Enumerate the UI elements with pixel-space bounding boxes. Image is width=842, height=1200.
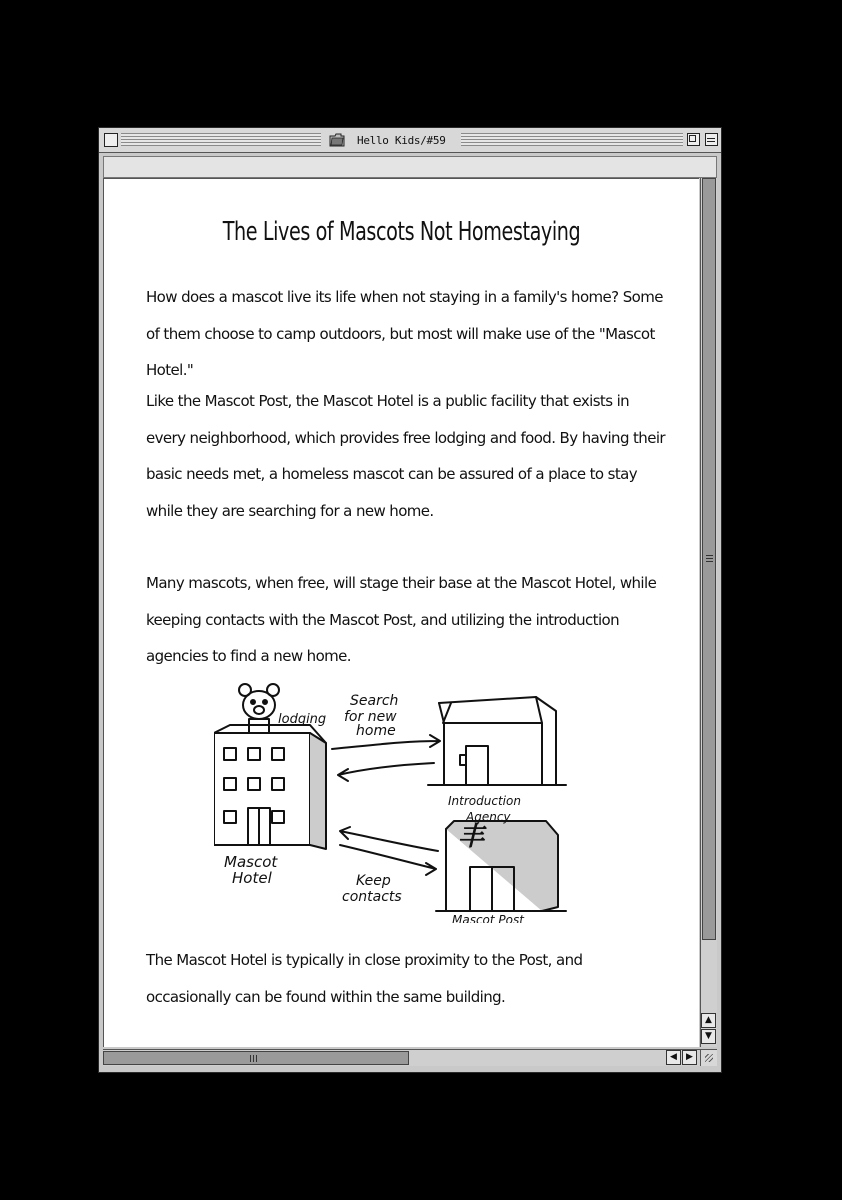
arrow-return-icon [338,763,434,781]
post-symbol: 丰 [457,822,485,852]
document-heading: The Lives of Mascots Not Homestaying [222,217,581,247]
document-window [98,127,722,1073]
keep-label-1: Keep [356,873,391,889]
vertical-scroll-thumb[interactable] [702,178,716,940]
mascot-hotel-diagram [214,683,574,923]
resize-grip-icon[interactable] [700,1049,717,1066]
introduction-agency-icon [428,697,566,785]
keep-label-2: contacts [342,889,402,905]
window-title: Hello Kids/#59 [357,133,446,147]
search-label-2: for new [344,709,397,725]
title-bar-stripes-left [121,133,321,146]
horizontal-grip-icon [250,1055,259,1062]
scroll-up-button[interactable]: ▲ [701,1013,716,1028]
paragraph-4: The Mascot Hotel is typically in close proximity to the Post, and occasionally can be found within the same building. [146,951,583,1006]
arrow-post-return-icon [340,827,438,851]
paragraph-1: How does a mascot live its life when not staying in a family's home? Some of them choose to camp outdoors, but most will make use of the "Mascot Hotel." [146,288,663,379]
vertical-grip-icon [706,555,713,564]
hotel-label-2: Hotel [232,869,272,887]
folder-icon [329,133,345,147]
scroll-left-button[interactable]: ◀ [666,1050,681,1065]
agency-label-2: Agency [466,810,511,824]
scroll-right-button[interactable]: ▶ [682,1050,697,1065]
search-label-3: home [356,723,396,739]
horizontal-scroll-thumb[interactable] [103,1051,409,1065]
title-bar[interactable] [99,128,721,153]
lodging-label: lodging [278,712,327,727]
paragraph-2: Like the Mascot Post, the Mascot Hotel is a public facility that exists in every neighborhood, which provides free lodging and food. By having their basic needs met, a homeless mascot can be assured of a place to stay while they are searching for a new home. [146,392,665,520]
close-box-button[interactable] [104,133,118,147]
zoom-box-button[interactable] [687,133,700,146]
hotel-label-1: Mascot [224,853,278,871]
hotel-building-icon [214,725,326,849]
document-content[interactable] [103,178,699,1047]
horizontal-scrollbar[interactable] [103,1049,700,1066]
search-label-1: Search [350,693,399,709]
post-label: Mascot Post [452,913,524,923]
mascot-post-icon [436,821,566,911]
vertical-scrollbar[interactable] [700,178,717,1047]
title-wrap [321,130,454,150]
paragraph-3: Many mascots, when free, will stage their base at the Mascot Hotel, while keeping contacts with the Mascot Post, and utilizing the introduction agencies to find a new home. [146,574,657,665]
scroll-down-button[interactable]: ▼ [701,1029,716,1044]
title-bar-stripes-right [461,133,683,146]
arrow-keep-icon [340,845,436,875]
toolbar-strip [103,156,717,178]
collapse-box-button[interactable] [705,133,718,146]
agency-label-1: Introduction [448,794,521,808]
